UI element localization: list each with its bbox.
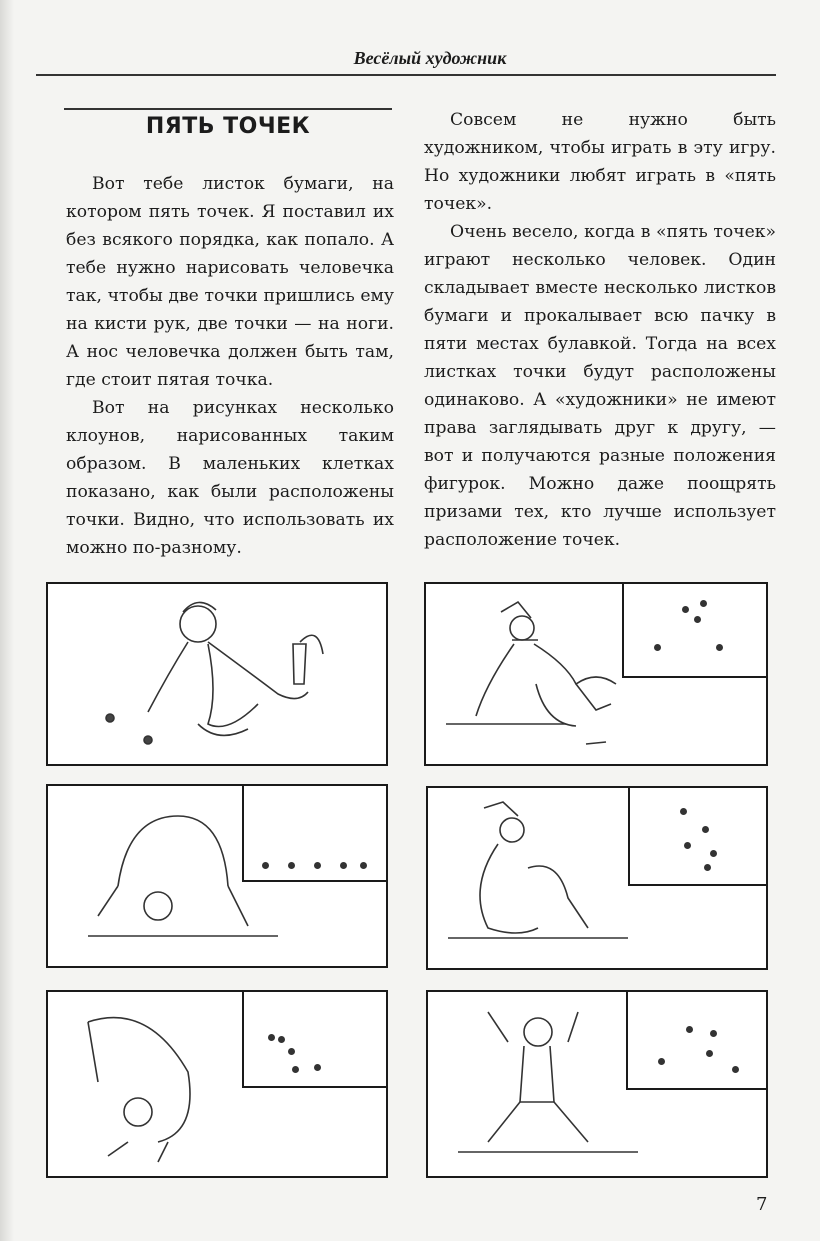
- clown-drawing-2: [426, 584, 766, 764]
- illustration-panel-2: [424, 582, 768, 766]
- illustration-panel-1: [46, 582, 388, 766]
- illustration-panel-3: [46, 784, 388, 968]
- clown-drawing-5: [48, 992, 386, 1176]
- clown-drawing-4: [428, 788, 766, 968]
- illustration-panel-4: [426, 786, 768, 970]
- clown-drawing-1: [48, 584, 386, 764]
- page-number: 7: [756, 1194, 768, 1215]
- paragraph: Очень весело, когда в «пять точек» играют несколько человек. Один складывает вместе несколько листков бумаги и прокалывает всю пачку в пяти местах булавкой. Тогда на всех листках точки будут расположены одинаково. А «художники» не имеют права заглядывать друг к другу, — вот и получаются разные положения фигурок. Можно даже поощрять призами тех, кто лучше использует расположение точек.: [424, 222, 776, 550]
- paragraph: Вот тебе листок бумаги, на котором пять точек. Я поставил их без всякого порядка, как попало. А тебе нужно нарисовать человечка так, чтобы две точки пришлись ему на кисти рук, две точки — на ноги. А нос человечка должен быть там, где стоит пятая точка.: [66, 174, 394, 390]
- header-rule: [36, 74, 776, 76]
- right-column: [424, 106, 776, 554]
- illustration-panel-5: [46, 990, 388, 1178]
- left-column: [66, 170, 394, 562]
- clown-drawing-3: [48, 786, 386, 966]
- illustration-panel-6: [426, 990, 768, 1178]
- page-edge: [0, 0, 14, 1241]
- title-rule-top: [64, 108, 392, 110]
- paragraph: Вот на рисунках несколько клоунов, нарисованных таким образом. В маленьких клетках показано, как были расположены точки. Видно, что использовать их можно по-разному.: [66, 398, 394, 558]
- running-title: Весёлый художник: [353, 48, 507, 68]
- section-title: ПЯТЬ ТОЧЕК: [145, 114, 311, 139]
- clown-drawing-6: [428, 992, 766, 1176]
- paragraph: Совсем не нужно быть художником, чтобы играть в эту игру. Но художники любят играть в «пять точек».: [424, 110, 776, 214]
